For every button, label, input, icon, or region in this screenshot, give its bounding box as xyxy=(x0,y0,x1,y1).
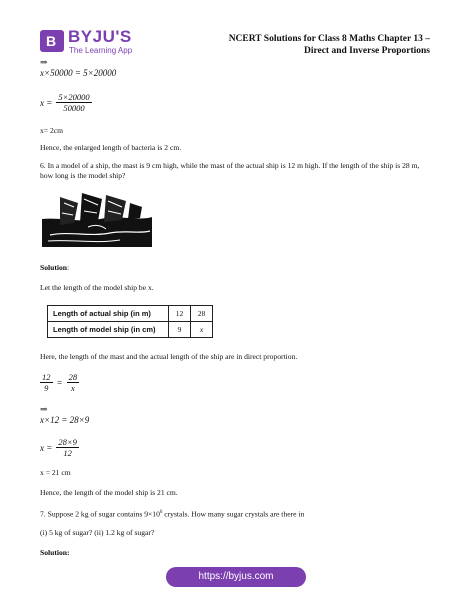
equation-4-lhs: x = xyxy=(40,443,53,454)
result-1: x= 2cm xyxy=(40,126,64,135)
brand-logo-letter: B xyxy=(46,33,57,49)
ratio-fraction-left xyxy=(40,372,53,393)
ratio-left-numerator: 12 xyxy=(42,372,51,382)
table-cell-value: 12 xyxy=(169,306,191,322)
table-row xyxy=(48,306,213,322)
solution-label xyxy=(40,263,69,273)
table-cell-value: x xyxy=(191,322,213,338)
question-7-part-a: 7. Suppose 2 kg of sugar contains 9×10 xyxy=(40,509,160,519)
equation-4-denominator: 12 xyxy=(63,448,72,458)
question-6: 6. In a model of a ship, the mast is 9 cm high, while the mast of the actual ship is 12 m high. If the length of the ship is 28 m, how long is the model ship? xyxy=(40,161,420,180)
equation-4-numerator: 28×9 xyxy=(58,437,77,447)
table-cell-value: 28 xyxy=(191,306,213,322)
question-7-exponent: 6 xyxy=(159,510,163,515)
header-line-1: NCERT Solutions for Class 8 Maths Chapter 13 – xyxy=(228,34,430,44)
ratio-equals: = xyxy=(56,378,63,389)
equation-2 xyxy=(40,92,92,113)
equation-1: x×50000 = 5×20000 xyxy=(40,68,117,78)
footer-website-link[interactable]: https://byjus.com xyxy=(166,567,306,587)
equation-3: x×12 = 28×9 xyxy=(40,415,90,425)
ratio-table-wrap xyxy=(47,305,213,338)
equation-4 xyxy=(40,437,79,458)
question-7-parts: (i) 5 kg of sugar? (ii) 1.2 kg of sugar? xyxy=(40,528,155,537)
solution-label-2: Solution: xyxy=(40,548,70,557)
page-header xyxy=(229,33,430,57)
equation-2-fraction xyxy=(56,92,91,113)
question-7 xyxy=(40,508,304,520)
let-statement: Let the length of the model ship be x. xyxy=(40,283,154,292)
direct-proportion-note: Here, the length of the mast and the actual length of the ship are in direct proportion. xyxy=(40,352,298,361)
equation-2-numerator: 5×20000 xyxy=(58,92,90,102)
ratio-table xyxy=(47,305,213,338)
implies-arrow-2: ⇒ xyxy=(40,404,48,414)
conclusion-1: Hence, the enlarged length of bacteria is 2 cm. xyxy=(40,143,182,152)
table-cell-label: Length of model ship (in cm) xyxy=(48,322,169,338)
solution-label-text: Solution xyxy=(40,263,68,272)
table-cell-label: Length of actual ship (in m) xyxy=(48,306,169,322)
question-7-part-b: crystals. How many sugar crystals are there in xyxy=(162,509,305,519)
header-line-2: Direct and Inverse Proportions xyxy=(303,46,430,56)
table-cell-value: 9 xyxy=(169,322,191,338)
table-row xyxy=(48,322,213,338)
implies-arrow-1: ⇒ xyxy=(40,57,48,67)
equation-2-denominator: 50000 xyxy=(63,103,85,113)
ratio-left-denominator: 9 xyxy=(44,383,49,393)
equation-2-lhs: x = xyxy=(40,98,53,109)
ratio-fraction-right xyxy=(67,372,80,393)
ratio-right-denominator: x xyxy=(70,383,75,393)
result-2: x = 21 cm xyxy=(40,468,71,477)
brand-name: BYJU'S xyxy=(68,27,132,46)
brand-tagline: The Learning App xyxy=(69,46,133,55)
solution-label-colon: : xyxy=(67,263,70,272)
equation-ratio xyxy=(40,372,79,393)
ratio-right-numerator: 28 xyxy=(68,372,78,382)
ship-image xyxy=(40,189,154,251)
equation-4-fraction xyxy=(56,437,79,458)
conclusion-2: Hence, the length of the model ship is 21 cm. xyxy=(40,488,178,497)
